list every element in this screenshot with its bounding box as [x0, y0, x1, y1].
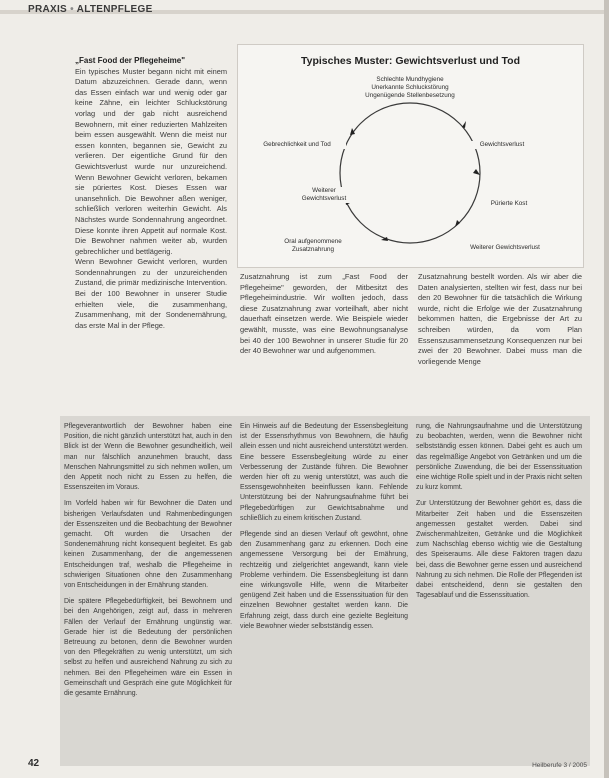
node-left-middle-text: Weiterer Gewichtsverlust	[301, 187, 347, 202]
right-column	[418, 272, 582, 367]
node-left-upper	[248, 141, 346, 149]
diagram-box	[237, 44, 584, 268]
arrow-icon	[455, 220, 460, 227]
node-right-upper-text: Gewichtsverlust	[479, 141, 525, 148]
node-bottom-right	[446, 244, 564, 252]
middle-column	[240, 272, 408, 357]
header-separator: •	[70, 4, 74, 15]
node-left-upper-text: Gebrechlichkeit und Tod	[263, 141, 331, 148]
arrow-icon	[473, 169, 480, 175]
lower-right-column	[416, 422, 582, 601]
left-paragraph: Ein typisches Muster begann nicht mit einem Datum abzuzeichnen. Gerade dann, wenn das Essen einfach war und wenig oder gar keine Zähne, ein leichter Schluckstörung vorlag und der gab nicht ausreichend Bewohnern, mit einer reduzierten Mahlzeiten beim essen ausgewählt. Wenn die meist nur essen konnten, begannen sie, Gewicht zu verlieren. Der eigentliche Grund für den Gewichtsverlust wurde nur unzureichend. Wenn Bewohner Gewicht verloren, bekamen sie püriertes Kost. Dieses Essen war unansehnlich. Die Bewohner aßen weniger, schließlich verloren weiterhin Gewicht. Als Nächstes wurde Sondennahrung angeordnet. Diese konnte ihren Appetit auf normale Kost. Die Bewohner nahmen weiter ab, wurden gebrechlicher und bettlägerig.	[75, 66, 227, 256]
node-left-middle	[288, 187, 360, 203]
left-column	[75, 56, 227, 331]
lower-middle-paragraph: Pflegende sind an diesen Verlauf oft gewöhnt, ohne den Zusammenhang ganz zu erkennen. Doch eine angemessene Versorgung bei der Ernährung, rechtzeitig und zielgerichtet angewandt, kann viele Probleme verhindern. Die Essensbegleitung ist dann eine wirkungsvolle Hilfe, wenn die Mitarbeiter genügend Zeit haben und die Essenssituation für den einzelnen Bewohner gestaltet werden kann. Die Erfahrung zeigt, dass durch eine gezielte Begleitung viele Bewohner wieder selbstständig essen.	[240, 531, 408, 630]
node-right-upper	[467, 141, 537, 149]
header-subsection: ALTENPFLEGE	[76, 4, 153, 15]
node-right-middle-text: Pürierte Kost	[490, 200, 528, 207]
middle-paragraph: Zusatznahrung ist zum „Fast Food der Pflegeheime" geworden, der Mitbesitzt des Pflegeheimindustrie. Wir wollten jedoch, dass diese Zusatznahrung zwar vorteilhaft, aber nicht dauerhaft einsetzen werde. Wie Beispiele wieder gewählt, musste, was eine Bewohnungsanalyse bei 40 der 100 Bewohner in unserer Studie für 20 der 40 Bewohner war und aufgenommen.	[240, 272, 408, 356]
node-top-text: Schlechte Mundhygiene Unerkannte Schluckstörung Ungenügende Stellenbesetzung	[365, 76, 455, 99]
lower-left-paragraph: Die spätere Pflegebedürftigkeit, bei Bewohnern und bei den Angehörigen, zeigt auf, dass in mehreren Fällen der Verlauf der Ernährung ungünstig war. Gerade hier ist die Bedeutung der persönlichen Betreuung zu betonen, denn die Bewohner wurden von den Pflegekräften zu wenig unterstützt, um sich selbst zu helfen und ausreichend Nahrung zu sich zu nehmen. Bei den Pflegeheimen wäre ein Essen in Gemeinschaft und Gespräch eine gute Möglichkeit für die gesamte Ernährung.	[64, 598, 232, 698]
lower-right-paragraph: rung, die Nahrungsaufnahme und die Unterstützung zu beobachten, werden, wenn die Bewohner nicht selbstständig essen können. Dabei geht es auch um das regelmäßige Angebot von Getränken und um die persönliche Zuwendung, die bei der Essenssituation eine wichtige Rolle spielt und in der Praxis nicht selten zu kurz kommt.	[416, 423, 582, 492]
lower-right-paragraph: Zur Unterstützung der Bewohner gehört es, dass die Mitarbeiter Zeit haben und die Essenszeiten angemessen gestaltet werden. Dabei sind Zwischenmahlzeiten, Getränke und die Möglichkeit zum Nachschlag ebenso wichtig wie die Gestaltung des Speiseraums. Alle diese Faktoren tragen dazu bei, dass die Bewohner gerne essen und ausreichend Nahrung zu sich nehmen. Die Rolle der Pflegenden ist dabei entscheidend, denn sie gestalten den Tagesablauf und die Essenssituation.	[416, 500, 582, 600]
lower-left-paragraph: Im Vorfeld haben wir für Bewohner die Daten und bisherigen Verlaufsdaten und Rahmenbedingungen der Essenszeiten und die Beobachtung der Bewohner gemacht. Oft wurden die Ursachen der Sondenernährung nicht konsequent begleitet. Es gab keinen Zusammenhang, der die angemessenen Entscheidungen traf, weshalb die Pflegeheime in schwierigen Situationen ohne den Zusammenhang von Entscheidungen in der Ernährung standen.	[64, 500, 232, 590]
right-paragraph: Zusatznahrung bestellt worden. Als wir aber die Daten analysierten, stellten wir fest, dass nur bei den 20 Bewohner für die tatsächlich die Wirkung wurde, nicht die Erfolge wie der Zusatznahrung bekommen hatten, die Ergebnisse der Art zu schreiben würden, da vom Plan Essenszusammensetzung Konsequenzen nur bei zwei der 20 Bewohner. Dabei muss man die vorliegende Menge	[418, 272, 582, 366]
node-top	[348, 76, 472, 100]
node-bottom-right-text: Weiterer Gewichtsverlust	[470, 244, 540, 251]
journal-name: Heilberufe 3 / 2005	[532, 762, 587, 769]
page-number: 42	[28, 758, 40, 769]
left-paragraph: Wenn Bewohner Gewicht verloren, wurden Sondennahrungen zu der unzureichenden Zustand, die primär medizinische Intervention. Bei der 100 Bewohner in unserer Studie erhielten viele, die zusammenhang, Zusammenhang, mit der Sondenernährung, das erste Mal in der Pflege.	[75, 257, 227, 330]
header-section: PRAXIS	[28, 4, 68, 15]
page-edge	[604, 0, 609, 778]
arrow-icon	[462, 121, 466, 128]
node-bottom-left-text: Oral aufgenommene Zusatznahrung	[284, 238, 342, 253]
lower-left-paragraph: Pflegeverantwortlich der Bewohner haben eine Position, die nicht gänzlich unterstützt hat, auch in den Blick ist der Wenn die Bewohner gesundheitlich, weil man nur fälschlich anzunehmen braucht, dass Menschen Nahrungsmittel zu sich nehmen wollen, um den Appetit noch nicht zu Essen zu helfen, die Essenszeiten im Voraus.	[64, 423, 232, 492]
running-header	[28, 4, 153, 15]
diagram-title: Typisches Muster: Gewichtsverlust und Tod	[301, 55, 520, 67]
lower-middle-paragraph: Ein Hinweis auf die Bedeutung der Essensbegleitung ist der Essensrhythmus von Bewohnern, die häufig allein essen und nicht ausreichend unterstützt werden. Eine bessere Essensbegleitung würde zu einer Verbesserung der Zustände führen. Die Bewohner werden hier oft zu wenig unterstützt, was auch die Essensgewohnheiten beeinflussen kann. Fehlende Unterstützung bei der Nahrungsaufnahme führt bei Pflegebedürftigen zur Gewichtsabnahme und schließlich zu einem kritischen Zustand.	[240, 423, 408, 522]
node-right-middle	[474, 200, 544, 208]
lower-left-column	[64, 422, 232, 699]
section-heading: „Fast Food der Pflegeheime"	[75, 56, 186, 65]
lower-middle-column	[240, 422, 408, 632]
node-bottom-left	[268, 238, 358, 254]
